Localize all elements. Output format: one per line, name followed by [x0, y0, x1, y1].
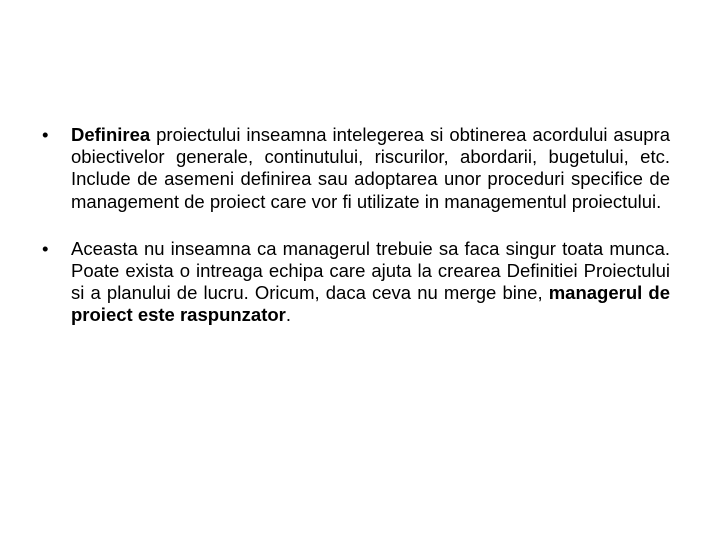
bullet-text: proiectului inseamna intelegerea si obtinerea acordului asupra obiectivelor generale, continutului, riscurilor, abordarii, bugetului, etc. Include de asemeni definirea sau adoptarea unor proceduri specifice de management de proiect care vor fi utilizate in managementul proiectului.: [71, 124, 670, 212]
bullet-text: Aceasta nu inseamna ca managerul trebuie sa faca singur toata munca. Poate exista o intreaga echipa care ajuta la crearea Definitiei Proiectului si a planului de lucru. Oricum, daca ceva nu merge bine,: [71, 237, 670, 304]
bullet-icon: •: [42, 237, 49, 259]
bullet-tail-bold: managerul de proiect este raspunzator: [71, 282, 670, 326]
bullet-list: [40, 124, 670, 352]
bullet-icon: •: [42, 124, 49, 145]
bullet-end: .: [285, 304, 292, 326]
bullet-lead-bold: Definirea: [71, 124, 151, 145]
bullet-item-responsibility: [40, 238, 670, 327]
bullet-item-definition: [40, 124, 670, 213]
